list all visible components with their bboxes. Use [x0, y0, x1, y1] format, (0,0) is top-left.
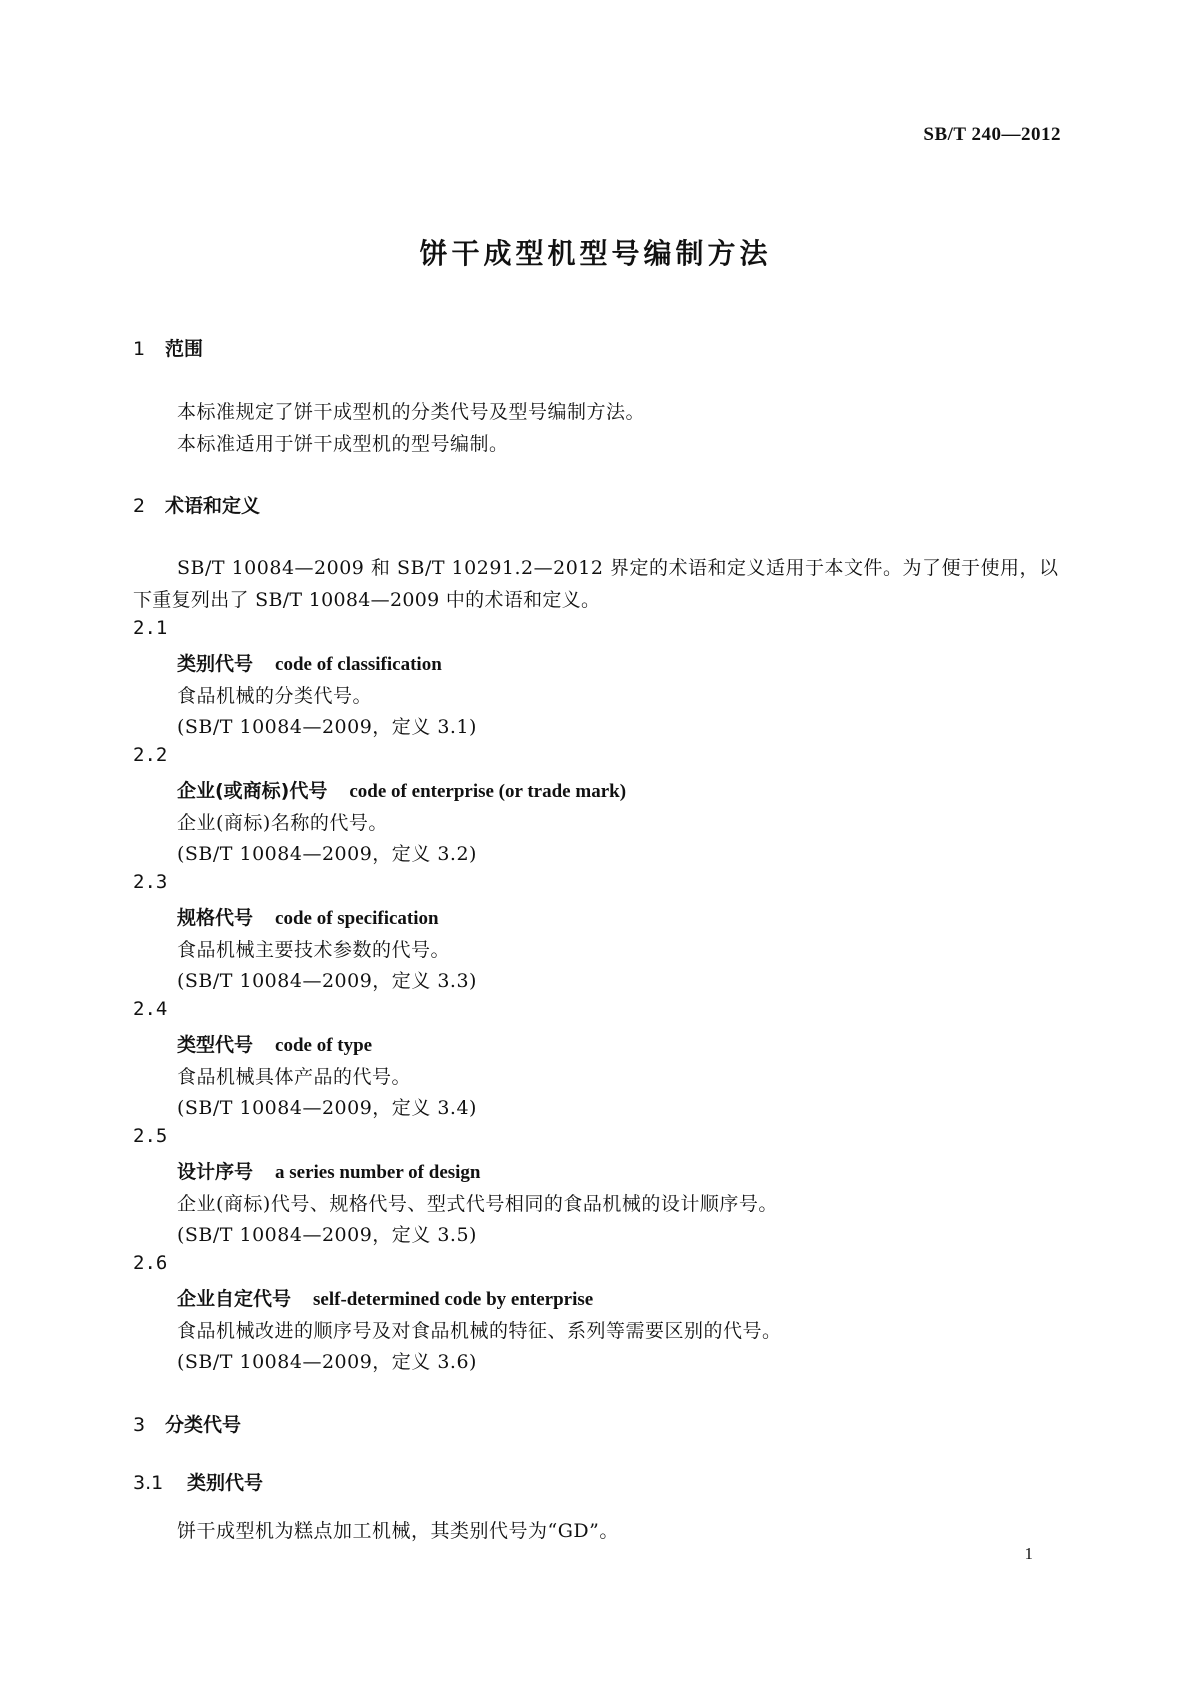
term-heading — [177, 776, 626, 803]
section-1-paragraph-2: 本标准适用于饼干成型机的型号编制。 — [177, 433, 509, 455]
term-en: code of classification — [275, 654, 442, 675]
page-number: 1 — [1024, 1544, 1033, 1563]
document-title: 饼干成型机型号编制方法 — [419, 237, 772, 270]
term-source: (SB/T 10084—2009，定义 3.1) — [177, 716, 477, 738]
term-heading — [177, 649, 442, 676]
term-definition: 食品机械的分类代号。 — [177, 685, 373, 707]
section-3-number: 3 — [133, 1414, 146, 1436]
term-en: self-determined code by enterprise — [313, 1289, 594, 1310]
section-3-1-title: 类别代号 — [187, 1472, 264, 1494]
term-en: a series number of design — [275, 1162, 481, 1183]
section-2-intro-line-2: 下重复列出了 SB/T 10084—2009 中的术语和定义。 — [133, 589, 601, 611]
term-heading — [177, 903, 439, 930]
term-zh: 规格代号 — [177, 907, 254, 929]
term-zh: 设计序号 — [177, 1161, 254, 1183]
term-zh: 企业(或商标)代号 — [177, 780, 328, 802]
term-en: code of type — [275, 1035, 373, 1056]
term-en: code of enterprise (or trade mark) — [349, 781, 627, 802]
term-en: code of specification — [275, 908, 439, 929]
term-source: (SB/T 10084—2009，定义 3.4) — [177, 1097, 477, 1119]
term-definition: 食品机械改进的顺序号及对食品机械的特征、系列等需要区别的代号。 — [177, 1320, 782, 1342]
term-zh: 类别代号 — [177, 653, 254, 675]
section-1-title: 范围 — [165, 338, 204, 360]
term-definition: 企业(商标)名称的代号。 — [177, 812, 388, 834]
section-3-1-number: 3.1 — [133, 1472, 164, 1494]
term-number: 2.6 — [133, 1252, 168, 1274]
term-heading — [177, 1157, 481, 1184]
section-3-title: 分类代号 — [165, 1414, 242, 1436]
term-source: (SB/T 10084—2009，定义 3.3) — [177, 970, 477, 992]
section-1-heading — [133, 334, 203, 361]
section-2-heading — [133, 491, 260, 518]
section-1-number: 1 — [133, 338, 146, 360]
term-number: 2.2 — [133, 744, 168, 766]
term-definition: 食品机械主要技术参数的代号。 — [177, 939, 451, 961]
section-1-paragraph-1: 本标准规定了饼干成型机的分类代号及型号编制方法。 — [177, 401, 646, 423]
term-source: (SB/T 10084—2009，定义 3.5) — [177, 1224, 477, 1246]
term-source: (SB/T 10084—2009，定义 3.6) — [177, 1351, 477, 1373]
section-2-title: 术语和定义 — [165, 495, 261, 517]
term-number: 2.3 — [133, 871, 168, 893]
section-3-1-paragraph: 饼干成型机为糕点加工机械，其类别代号为“GD”。 — [177, 1520, 619, 1542]
section-2-intro-line-1: SB/T 10084—2009 和 SB/T 10291.2—2012 界定的术语和定义适用于本文件。为了便于使用，以 — [177, 557, 1059, 579]
term-zh: 企业自定代号 — [177, 1288, 292, 1310]
term-heading — [177, 1030, 372, 1057]
term-number: 2.4 — [133, 998, 168, 1020]
term-number: 2.5 — [133, 1125, 168, 1147]
section-3-1-heading — [133, 1468, 263, 1495]
term-definition: 食品机械具体产品的代号。 — [177, 1066, 412, 1088]
term-number: 2.1 — [133, 617, 168, 639]
section-2-number: 2 — [133, 495, 146, 517]
standard-code: SB/T 240—2012 — [923, 124, 1061, 145]
term-heading — [177, 1284, 593, 1311]
term-zh: 类型代号 — [177, 1034, 254, 1056]
section-3-heading — [133, 1410, 241, 1437]
term-definition: 企业(商标)代号、规格代号、型式代号相同的食品机械的设计顺序号。 — [177, 1193, 778, 1215]
term-source: (SB/T 10084—2009，定义 3.2) — [177, 843, 477, 865]
